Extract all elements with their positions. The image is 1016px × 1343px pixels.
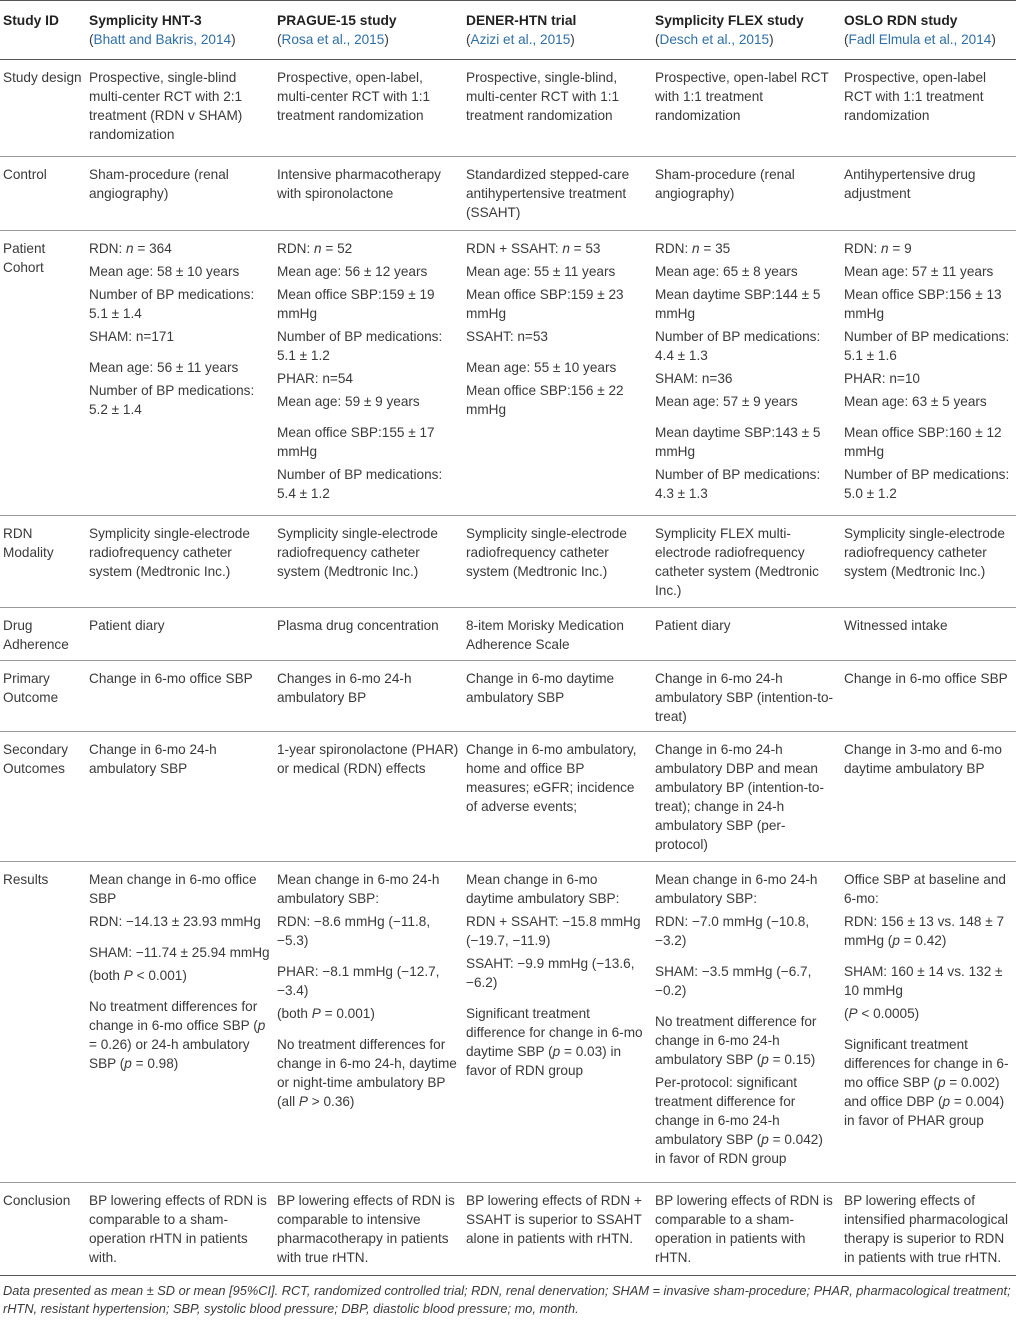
cell: Sham-procedure (renal angiography) (89, 167, 229, 201)
study-name: Symplicity FLEX study (655, 13, 804, 28)
cell: Standardized stepped-care antihypertensive treatment (SSAHT) (466, 167, 630, 220)
row-label: Conclusion (3, 1193, 71, 1208)
row-rdn-modality (0, 516, 1016, 608)
cell: 1-year spironolactone (PHAR) or medical (RDN) effects (277, 742, 459, 776)
cell: Change in 6-mo office SBP (89, 671, 253, 686)
study-name: OSLO RDN study (844, 13, 958, 28)
study-citation[interactable]: (Bhatt and Bakris, 2014) (89, 32, 236, 47)
cell: Mean change in 6-mo daytime ambulatory SBP: RDN + SSAHT: −15.8 mmHg (−19.7, −11.9) SSAHT: −9.9 mmHg (−13.6, −6.2) Significant treatment difference for change in 6-mo daytime SBP (p = 0.03) in favor of RDN group (466, 872, 643, 1078)
cell: Patient diary (655, 618, 731, 633)
row-conclusion (0, 1183, 1016, 1276)
header-study-4 (652, 1, 841, 60)
study-name: DENER-HTN trial (466, 13, 577, 28)
cell: Change in 6-mo ambulatory, home and office BP measures; eGFR; incidence of adverse events; (466, 742, 637, 814)
study-citation[interactable]: (Rosa et al., 2015) (277, 32, 389, 47)
cell: Prospective, single-blind multi-center RCT with 2:1 treatment (RDN v SHAM) randomization (89, 70, 243, 142)
row-primary-outcome (0, 661, 1016, 732)
row-drug-adherence (0, 608, 1016, 661)
cell: Change in 3-mo and 6-mo daytime ambulatory BP (844, 742, 1002, 776)
header-study-2 (274, 1, 463, 60)
row-label: Drug Adherence (3, 618, 69, 652)
study-citation[interactable]: (Azizi et al., 2015) (466, 32, 575, 47)
row-label: Results (3, 872, 49, 887)
cell: RDN: n = 9 Mean age: 57 ± 11 years Mean office SBP:156 ± 13 mmHg Number of BP medications: 5.1 ± 1.6 PHAR: n=10 Mean age: 63 ± 5 years Mean office SBP:160 ± 12 mmHg Number of BP medications: 5.0 ± 1.2 (844, 241, 1010, 501)
cell: Change in 6-mo 24-h ambulatory SBP (89, 742, 217, 776)
study-name: Symplicity HNT-3 (89, 13, 202, 28)
table-footnote: Data presented as mean ± SD or mean [95%CI]. RCT, randomized controlled trial; RDN, renal denervation; SHAM = invasive sham-procedure; PHAR, pharmacological treatment; rHTN, resistant hypertension; SBP, systolic blood pressure; DBP, diastolic blood pressure; mo, month. (3, 1283, 1011, 1316)
cell: RDN: n = 35 Mean age: 65 ± 8 years Mean daytime SBP:144 ± 5 mmHg Number of BP medications: 4.4 ± 1.3 SHAM: n=36 Mean age: 57 ± 9 years Mean daytime SBP:143 ± 5 mmHg Number of BP medications: 4.3 ± 1.3 (655, 241, 821, 501)
cell: Change in 6-mo 24-h ambulatory SBP (intention-to-treat) (655, 671, 834, 724)
cell: BP lowering effects of RDN is comparable to a sham-operation in patients with rHTN. (655, 1193, 833, 1265)
cell: Prospective, open-label, multi-center RCT with 1:1 treatment randomization (277, 70, 431, 123)
study-name: PRAGUE-15 study (277, 13, 397, 28)
row-label: Control (3, 167, 47, 182)
cell: Prospective, open-label RCT with 1:1 treatment randomization (655, 70, 829, 123)
cell: RDN: n = 364 Mean age: 58 ± 10 years Number of BP medications: 5.1 ± 1.4 SHAM: n=171 Mean age: 56 ± 11 years Number of BP medications: 5.2 ± 1.4 (89, 241, 255, 417)
cell: Mean change in 6-mo office SBP RDN: −14.13 ± 23.93 mmHg SHAM: −11.74 ± 25.94 mmHg (both P < 0.001) No treatment differences for change in 6-mo office SBP (p = 0.26) or 24-h ambulatory SBP (p = 0.98) (89, 872, 270, 1071)
row-label: Secondary Outcomes (3, 742, 68, 776)
cell: BP lowering effects of intensified pharmacological therapy is superior to RDN in patients with true rHTN. (844, 1193, 1008, 1265)
cell: BP lowering effects of RDN + SSAHT is superior to SSAHT alone in patients with rHTN. (466, 1193, 642, 1246)
cell: Intensive pharmacotherapy with spironolactone (277, 167, 441, 201)
cell: BP lowering effects of RDN is comparable to a sham-operation rHTN in patients with. (89, 1193, 267, 1265)
cell: Symplicity FLEX multi-electrode radiofrequency catheter system (Medtronic Inc.) (655, 526, 819, 598)
cell: BP lowering effects of RDN is comparable to intensive pharmacotherapy in patients with true rHTN. (277, 1193, 455, 1265)
header-study-id: Study ID (3, 13, 59, 28)
study-citation[interactable]: (Fadl Elmula et al., 2014) (844, 32, 996, 47)
cell: Symplicity single-electrode radiofrequency catheter system (Medtronic Inc.) (277, 526, 438, 579)
header-row (0, 1, 1016, 60)
cell: Office SBP at baseline and 6-mo: RDN: 156 ± 13 vs. 148 ± 7 mmHg (p = 0.42) SHAM: 160 ± 14 vs. 132 ± 10 mmHg (P < 0.0005) Significant treatment differences for change in 6-mo office SBP (p = 0.002) and office DBP (p = 0.004) in favor of PHAR group (844, 872, 1009, 1128)
row-control (0, 157, 1016, 231)
row-label: RDN Modality (3, 526, 54, 560)
row-label: Patient Cohort (3, 241, 46, 275)
row-label: Study design (3, 70, 82, 85)
cell: Patient diary (89, 618, 165, 633)
row-label: Primary Outcome (3, 671, 59, 705)
cell: Changes in 6-mo 24-h ambulatory BP (277, 671, 412, 705)
cell: Antihypertensive drug adjustment (844, 167, 976, 201)
row-secondary-outcomes (0, 732, 1016, 862)
cell: Prospective, single-blind, multi-center RCT with 1:1 treatment randomization (466, 70, 620, 123)
cell: Mean change in 6-mo 24-h ambulatory SBP: RDN: −7.0 mmHg (−10.8, −3.2) SHAM: −3.5 mmHg (−6.7, −0.2) No treatment difference for change in 6-mo 24-h ambulatory SBP (p = 0.15) Per-protocol: significant treatment difference for change in 6-mo 24-h ambulatory SBP (p = 0.042) in favor of RDN group (655, 872, 823, 1166)
cell: Plasma drug concentration (277, 618, 439, 633)
cell: Mean change in 6-mo 24-h ambulatory SBP: RDN: −8.6 mmHg (−11.8, −5.3) PHAR: −8.1 mmHg (−12.7, −3.4) (both P = 0.001) No treatment differences for change in 6-mo 24-h, daytime or night-time ambulatory BP (all P > 0.36) (277, 872, 457, 1109)
header-study-5 (841, 1, 1016, 60)
cell: Witnessed intake (844, 618, 948, 633)
cell: Change in 6-mo 24-h ambulatory DBP and mean ambulatory BP (intention-to-treat); change in 24-h ambulatory SBP (per-protocol) (655, 742, 824, 852)
cell: Change in 6-mo daytime ambulatory SBP (466, 671, 615, 705)
cell: Symplicity single-electrode radiofrequency catheter system (Medtronic Inc.) (844, 526, 1005, 579)
header-study-1 (86, 1, 274, 60)
cell: Sham-procedure (renal angiography) (655, 167, 795, 201)
cell: RDN: n = 52 Mean age: 56 ± 12 years Mean office SBP:159 ± 19 mmHg Number of BP medications: 5.1 ± 1.2 PHAR: n=54 Mean age: 59 ± 9 years Mean office SBP:155 ± 17 mmHg Number of BP medications: 5.4 ± 1.2 (277, 241, 443, 501)
header-study-3 (463, 1, 652, 60)
row-patient-cohort (0, 231, 1016, 516)
cell: Symplicity single-electrode radiofrequency catheter system (Medtronic Inc.) (89, 526, 250, 579)
cell: RDN + SSAHT: n = 53 Mean age: 55 ± 11 years Mean office SBP:159 ± 23 mmHg SSAHT: n=53 Mean age: 55 ± 10 years Mean office SBP:156 ± 22 mmHg (466, 241, 624, 417)
study-citation[interactable]: (Desch et al., 2015) (655, 32, 774, 47)
cell: Symplicity single-electrode radiofrequency catheter system (Medtronic Inc.) (466, 526, 627, 579)
cell: Prospective, open-label RCT with 1:1 treatment randomization (844, 70, 987, 123)
cell: Change in 6-mo office SBP (844, 671, 1008, 686)
row-results (0, 862, 1016, 1183)
cell: 8-item Morisky Medication Adherence Scale (466, 618, 624, 652)
row-study-design (0, 60, 1016, 157)
